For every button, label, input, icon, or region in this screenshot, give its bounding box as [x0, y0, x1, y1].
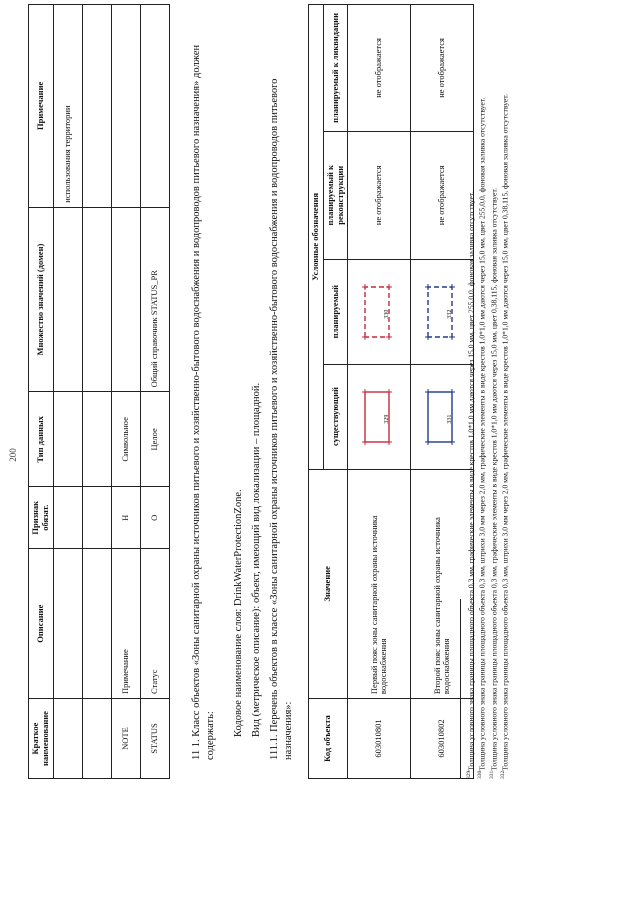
table-cell — [82, 392, 111, 487]
objects-header-row — [309, 5, 324, 779]
table-cell — [53, 207, 82, 392]
page-number: 200 — [8, 448, 18, 462]
footnotes — [466, 19, 512, 779]
header-required: Признак обязат. — [29, 487, 54, 549]
header-note: Примечание — [29, 5, 54, 208]
footnote-text: Толщина условного знака границы площадного объекта 0,3 мм, графические элементы в виде крестов 1,0*1,0 мм даются через 15,0 мм, цвет 255,0,0, фоновая заливка отсутствует. — [466, 191, 476, 771]
header-data-type: Тип данных — [29, 392, 54, 487]
footnote-text: Толщина условного знака границы площадного объекта 0,3 мм, графические элементы в виде крестов 1,0*1,0 мм даются через 15,0 мм, цвет 0,38,115, фоновая заливка отсутствует. — [489, 188, 499, 771]
footnote-separator — [460, 599, 461, 779]
symbol-cell — [348, 364, 411, 469]
table-cell — [82, 549, 111, 699]
zone-solid-red-symbol — [359, 386, 399, 448]
table-cell — [111, 207, 140, 392]
table-cell: Статус — [140, 549, 169, 699]
header-description: Описание — [29, 549, 54, 699]
table-cell — [53, 392, 82, 487]
header-planned: планируемый — [323, 259, 348, 364]
attributes-header-row — [29, 5, 54, 779]
table-cell — [53, 487, 82, 549]
footnote — [489, 19, 499, 779]
table-row — [82, 5, 111, 779]
table-cell: NOTE — [111, 699, 140, 779]
object-value: Второй пояс зоны санитарной охраны источника водоснабжения — [411, 469, 474, 699]
not-displayed: не отображается — [411, 131, 474, 259]
table-row — [53, 5, 82, 779]
zone-solid-blue-symbol — [422, 386, 462, 448]
table-cell — [111, 5, 140, 208]
table-cell — [53, 699, 82, 779]
symbol-cell — [411, 364, 474, 469]
layer-code-name: Кодовое наименование слоя: DrinkWaterProtectionZone. — [233, 489, 244, 737]
object-value: Первый пояс зоны санитарной охраны источника водоснабжения — [348, 469, 411, 699]
footnote-number: 329 — [466, 770, 472, 779]
footnote-text: Толщина условного знака границы площадного объекта 0,3 мм, штрихи 3,0 мм через 2,0 мм, графические элементы в виде крестов 1,0*1,0 мм даются через 15,0 мм, цвет 255,0,0, фоновая заливка отсутствует. — [477, 97, 487, 771]
symbol-cell — [411, 259, 474, 364]
table-row — [111, 5, 140, 779]
table-cell: Примечание — [111, 549, 140, 699]
attributes-table — [28, 4, 170, 779]
objects-table — [308, 4, 474, 779]
header-short-name: Краткое наименование — [29, 699, 54, 779]
zone-dashed-blue-symbol — [422, 281, 462, 343]
footnote-ref: 332 — [447, 309, 454, 319]
table-cell — [82, 207, 111, 392]
header-symbols: Условные обозначения — [309, 5, 324, 470]
table-row — [140, 5, 169, 779]
footnote-ref: 330 — [384, 309, 391, 319]
object-code: 603010801 — [348, 699, 411, 779]
header-existing: существующий — [323, 364, 348, 469]
zone-dashed-red-symbol — [359, 281, 399, 343]
table-cell: Целое — [140, 392, 169, 487]
footnote — [466, 19, 476, 779]
footnote-text: Толщина условного знака границы площадного объекта 0,3 мм, штрихи 3,0 мм через 2,0 мм, графические элементы в виде крестов 1,0*1,0 мм даются через 15,0 мм, цвет 0,38,115, фоновая заливка отсутствует. — [500, 94, 510, 771]
section-heading: 11 1. Класс объектов «Зоны санитарной охраны источников питьевого и хозяйственно-бытового водоснабжения и водопроводов питьевого назначения» должен содержать: — [191, 44, 217, 760]
table-cell: О — [140, 487, 169, 549]
symbol-cell — [348, 259, 411, 364]
footnote — [500, 19, 510, 779]
footnote-number: 332 — [500, 770, 507, 779]
footnote-number: 331 — [488, 770, 495, 779]
table-cell — [140, 5, 169, 208]
table-cell: Общий справочник STATUS_PR — [140, 207, 169, 392]
header-domain: Множество значений (домен) — [29, 207, 54, 392]
header-value: Значение — [309, 469, 348, 699]
table-cell — [82, 699, 111, 779]
not-displayed: не отображается — [348, 5, 411, 132]
object-code: 603010802 — [411, 699, 474, 779]
header-object-code: Код объекта — [309, 699, 348, 779]
not-displayed: не отображается — [411, 5, 474, 132]
subsection-heading: 111.1. Перечень объектов в классе «Зоны санитарной охраны источников питьевого и хозяйственно-бытового водоснабжения и водопроводов питьевого назначения»: — [269, 78, 295, 760]
footnote-ref: 331 — [447, 414, 454, 424]
header-reconstruct: планируемый к реконструкции — [323, 131, 348, 259]
table-row — [411, 5, 474, 779]
table-cell — [82, 5, 111, 208]
footnote — [477, 19, 487, 779]
not-displayed: не отображается — [348, 131, 411, 259]
table-cell: Символьное — [111, 392, 140, 487]
footnote-ref: 329 — [384, 414, 391, 424]
table-cell — [82, 487, 111, 549]
table-cell: STATUS — [140, 699, 169, 779]
table-cell: Н — [111, 487, 140, 549]
table-cell: использования территории — [53, 5, 82, 208]
geometry-description: Вид (метрическое описание): объект, имеющий вид локализации – площадной. — [251, 382, 262, 737]
table-row — [348, 5, 411, 779]
footnote-number: 330 — [477, 770, 484, 779]
header-liquidate: планируемый к ликвидации — [323, 5, 348, 132]
table-cell — [53, 549, 82, 699]
